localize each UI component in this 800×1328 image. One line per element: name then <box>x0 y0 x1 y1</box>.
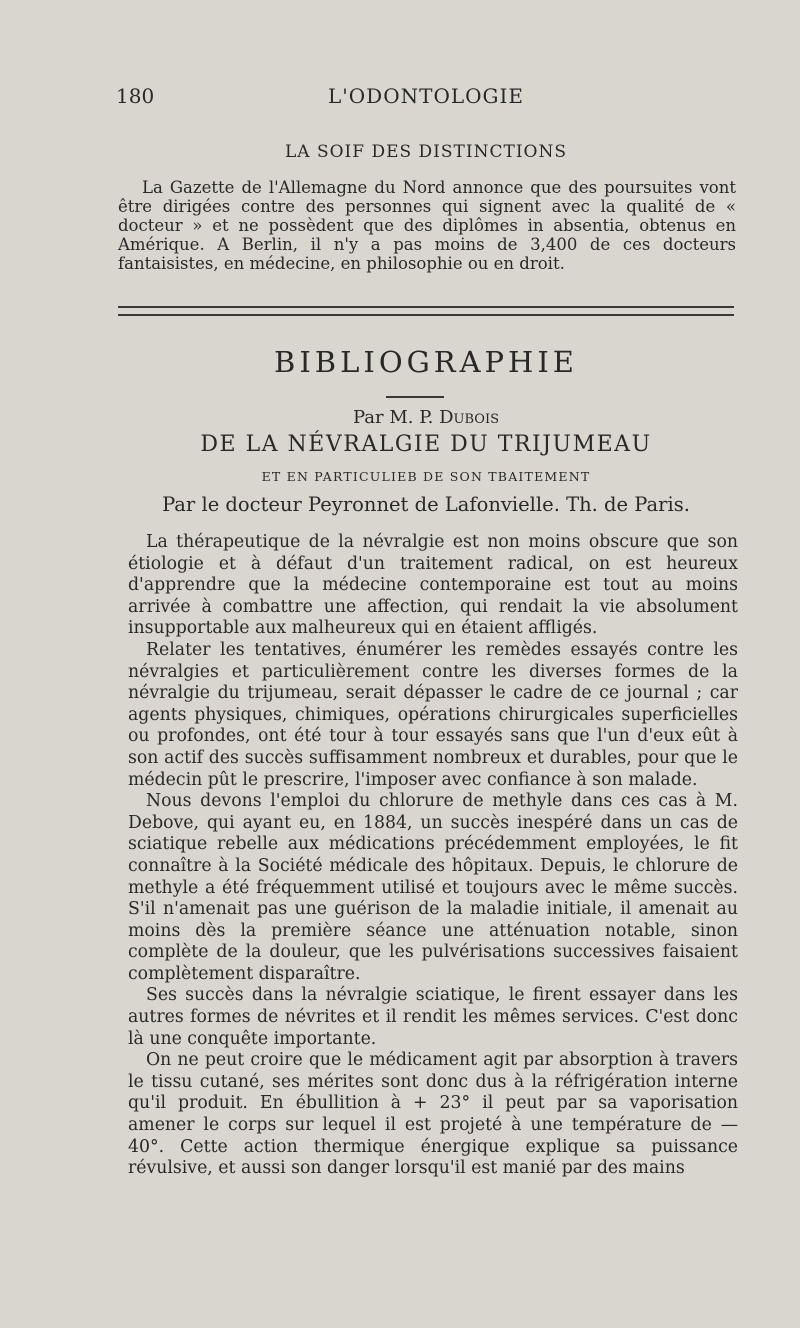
page-number: 180 <box>116 84 155 108</box>
journal-title: L'ODONTOLOGIE <box>328 84 524 108</box>
article-subtitle: ET EN PARTICULIEB DE SON TBAITEMENT <box>261 469 591 484</box>
article-body <box>128 532 738 1180</box>
heading-underline <box>386 396 444 398</box>
paragraph: La thérapeutique de la névralgie est non moins obscure que son étiologie et à défaut d'un traitement radical, on est heureux d'apprendre que la médecine contemporaine est tout au moins arrivée à combattre une affection, qui rendait la vie absolument insupportable aux malheureux qui en étaient affligés. <box>128 532 738 639</box>
divider-rule <box>118 314 734 316</box>
divider-rule <box>118 306 734 308</box>
paragraph: Nous devons l'emploi du chlorure de methyle dans ces cas à M. Debove, qui ayant eu, en 1884, un succès inespéré dans un cas de sciatique rebelle aux médications précédemment employées, le fit connaître à la Société médicale des hôpitaux. Depuis, le chlorure de methyle a été fréquemment utilisé et toujours avec le même succès. S'il n'amenait pas une guérison de la maladie initiale, il amenait au moins dès la première séance une atténuation notable, sinon complète de la douleur, que les pulvérisations successives faisaient complètement disparaître. <box>128 791 738 984</box>
paragraph: La Gazette de l'Allemagne du Nord annonce que des poursuites vont être dirigées contre des personnes qui signent avec la qualité de « docteur » et ne possèdent que des diplômes in absentia, obtenus en Amérique. A Berlin, il n'y a pas moins de 3,400 de ces docteurs fantaisistes, en médecine, en philosophie ou en droit. <box>118 178 736 273</box>
section-title: LA SOIF DES DISTINCTIONS <box>285 142 567 162</box>
paragraph: On ne peut croire que le médicament agit par absorption à travers le tissu cutané, ses mérites sont donc dus à la réfrigération interne qu'il produit. En ébullition à + 23° il peut par sa vaporisation amener le corps sur lequel il est projeté à une température de — 40°. Cette action thermique énergique explique sa puissance révulsive, et aussi son danger lorsqu'il est manié par des mains <box>128 1050 738 1179</box>
running-header <box>116 84 736 112</box>
article-title: DE LA NÉVRALGIE DU TRIJUMEAU <box>200 432 652 457</box>
byline-name: Dubois <box>439 407 500 428</box>
article-author: Par le docteur Peyronnet de Lafonvielle. Th. de Paris. <box>162 493 690 516</box>
paragraph: Ses succès dans la névralgie sciatique, le firent essayer dans les autres formes de névrites et il rendit les mêmes services. C'est donc là une conquête importante. <box>128 985 738 1049</box>
byline <box>116 407 736 428</box>
paragraph: Relater les tentatives, énumérer les remèdes essayés contre les névralgies et particulièrement contre les diverses formes de la névralgie du trijumeau, serait dépasser le cadre de ce journal ; car agents physiques, chimiques, opérations chirurgicales superficielles ou profondes, ont été tour à tour essayés sans que l'un d'eux eût à son actif des succès suffisamment nombreux et durables, pour que le médecin pût le prescrire, l'imposer avec confiance à son malade. <box>128 639 738 790</box>
bibliography-heading: BIBLIOGRAPHIE <box>274 345 578 379</box>
section-body <box>118 178 736 273</box>
byline-prefix: Par M. P. <box>352 407 434 428</box>
